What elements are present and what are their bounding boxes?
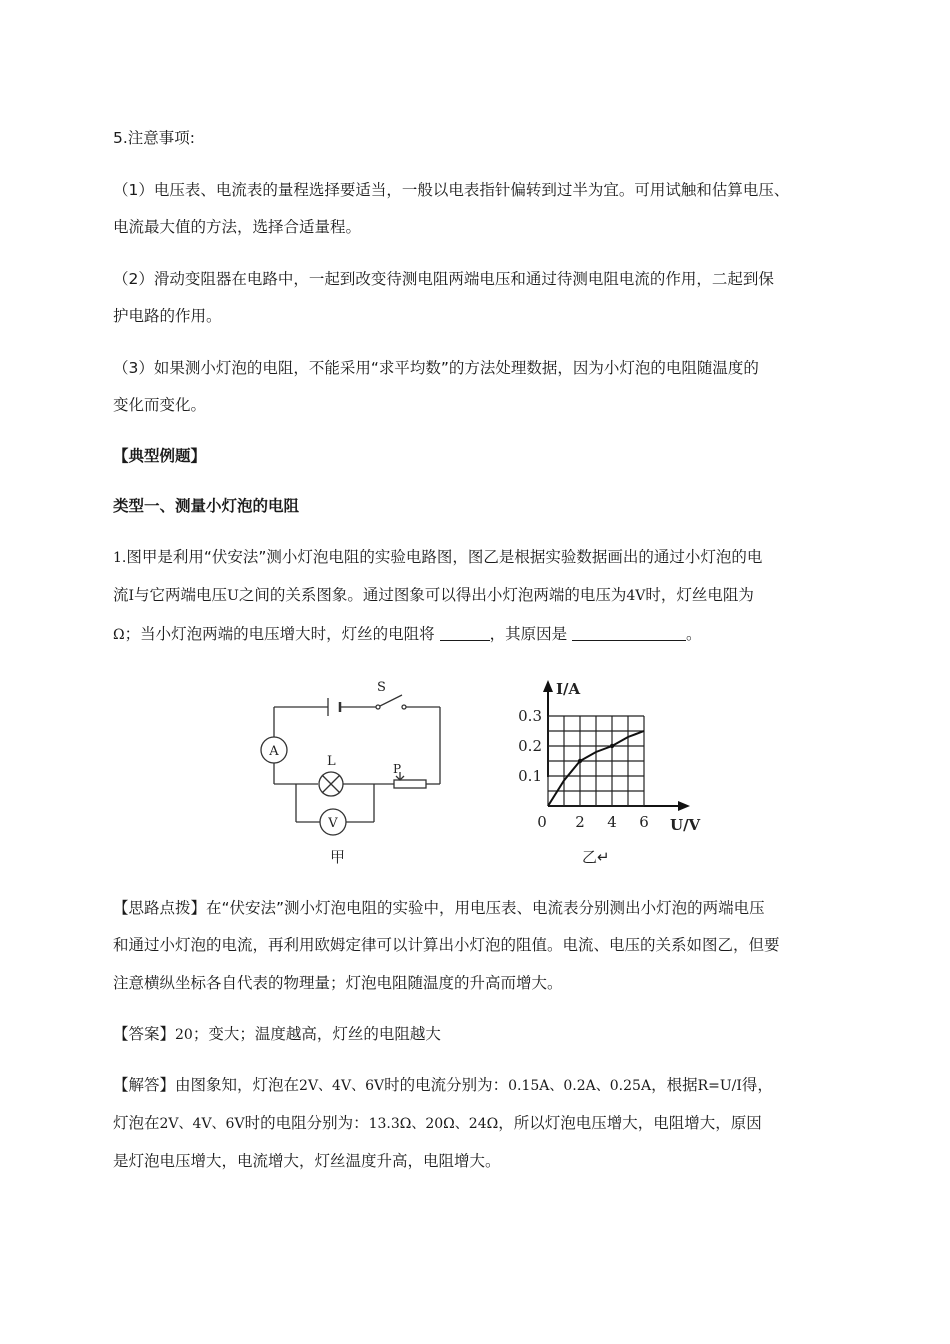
answer-label: 【答案】 xyxy=(113,1025,176,1043)
solution-line-1 xyxy=(113,1075,773,1096)
x-axis-arrow xyxy=(678,801,690,811)
q2-voltage: 4V xyxy=(626,588,646,604)
s1-a: 由图象知，灯泡在 xyxy=(175,1076,300,1094)
q2-b: 与它两端电压 xyxy=(134,586,228,604)
analysis-line-3: 注意横纵坐标各自代表的物理量；灯泡电阻随温度的升高而增大。 xyxy=(113,974,563,992)
question-text-1: 图甲是利用“伏安法”测小灯泡电阻的实验电路图，图乙是根据实验数据画出的通过小灯泡的电 xyxy=(126,548,763,566)
solution-line-2 xyxy=(113,1113,762,1134)
s1-formula: R=U/I xyxy=(697,1078,742,1094)
analysis-line-2: 和通过小灯泡的电流，再利用欧姆定律可以计算出小灯泡的阻值。电流、电压的关系如图乙，但要 xyxy=(113,936,780,954)
s2-voltages: 2V、4V、6V xyxy=(159,1116,245,1132)
solution-line-3: 是灯泡电压增大，电流增大，灯丝温度升高，电阻增大。 xyxy=(113,1152,501,1170)
s1-currents: 0.15A、0.2A、0.25A xyxy=(508,1078,652,1094)
s2-a: 灯泡在 xyxy=(113,1114,160,1132)
note-3-line-1: （3）如果测小灯泡的电阻，不能采用“求平均数”的方法处理数据，因为小灯泡的电阻随温度的 xyxy=(113,359,759,377)
answer-line xyxy=(113,1024,441,1045)
y-tick-label: 0.1 xyxy=(518,767,542,785)
x-tick-label: 4 xyxy=(607,813,617,831)
q3-c: 。 xyxy=(686,625,702,643)
s1-d: ，根据 xyxy=(651,1076,698,1094)
x-axis-label: U/V xyxy=(670,816,701,834)
iu-chart xyxy=(250,672,720,872)
note-3-line-2: 变化而变化。 xyxy=(113,396,207,414)
circuit-caption: 甲 xyxy=(330,848,346,866)
s2-c: ，所以灯泡电压增大，电阻增大，原因 xyxy=(498,1114,762,1132)
q2-symbol-i: I xyxy=(128,588,135,604)
voltmeter-label: V xyxy=(328,816,338,831)
data-point xyxy=(578,759,582,763)
s1-e: 得， xyxy=(741,1076,773,1094)
note-1-line-2: 电流最大值的方法，选择合适量程。 xyxy=(113,218,362,236)
y-tick-label: 0.3 xyxy=(518,707,542,725)
s1-voltages: 2V、4V、6V xyxy=(299,1078,385,1094)
y-tick-label: 0.2 xyxy=(518,737,542,755)
question-line-3 xyxy=(113,624,702,645)
q2-symbol-u: U xyxy=(227,588,239,604)
section-title: 5.注意事项: xyxy=(113,129,196,147)
answer-value: 20 xyxy=(175,1027,193,1043)
y-axis-label: I/A xyxy=(556,680,581,698)
solution-label: 【解答】 xyxy=(113,1076,176,1094)
q2-d: 时，灯丝电阻为 xyxy=(645,586,754,604)
question-line-1 xyxy=(113,547,762,568)
question-number: 1. xyxy=(113,550,127,566)
ammeter-label: A xyxy=(269,744,279,759)
x-tick-label: 6 xyxy=(639,813,649,831)
chart-caption: 乙↵ xyxy=(582,848,610,866)
q3-ohm: Ω xyxy=(113,627,125,643)
q3-a: ；当小灯泡两端的电压增大时，灯丝的电阻将 xyxy=(124,625,435,643)
x-tick-label: 2 xyxy=(575,813,585,831)
data-point xyxy=(610,744,614,748)
answer-blank-1[interactable] xyxy=(440,624,490,641)
q3-b: ，其原因是 xyxy=(489,625,568,643)
lamp-label: L xyxy=(327,754,336,769)
examples-heading: 【典型例题】 xyxy=(113,447,207,465)
figures xyxy=(250,672,720,872)
note-2-line-2: 护电路的作用。 xyxy=(113,307,222,325)
q2-c: 之间的关系图象。通过图象可以得出小灯泡两端的电压为 xyxy=(238,586,627,604)
x-tick-label: 0 xyxy=(537,813,547,831)
q2-a: 流 xyxy=(113,586,129,604)
answer-rest: ；变大；温度越高，灯丝的电阻越大 xyxy=(192,1025,441,1043)
note-1-line-1: （1）电压表、电流表的量程选择要适当，一般以电表指针偏转到过半为宜。可用试触和估算电压、 xyxy=(113,181,790,199)
slider-label: P xyxy=(393,762,402,776)
answer-blank-2[interactable] xyxy=(572,624,686,641)
analysis-line-1: 【思路点拨】在“伏安法”测小灯泡电阻的实验中，用电压表、电流表分别测出小灯泡的两端电压 xyxy=(113,899,765,917)
question-line-2 xyxy=(113,585,754,606)
s1-b: 时的电流分别为： xyxy=(384,1076,509,1094)
note-2-line-1: （2）滑动变阻器在电路中，一起到改变待测电阻两端电压和通过待测电阻电流的作用，二起到保 xyxy=(113,270,774,288)
s2-b: 时的电阻分别为： xyxy=(244,1114,369,1132)
type-heading: 类型一、测量小灯泡的电阻 xyxy=(113,497,300,515)
switch-label: S xyxy=(377,680,386,695)
s2-resistances: 13.3Ω、20Ω、24Ω xyxy=(368,1116,499,1132)
y-axis-arrow xyxy=(543,680,553,692)
